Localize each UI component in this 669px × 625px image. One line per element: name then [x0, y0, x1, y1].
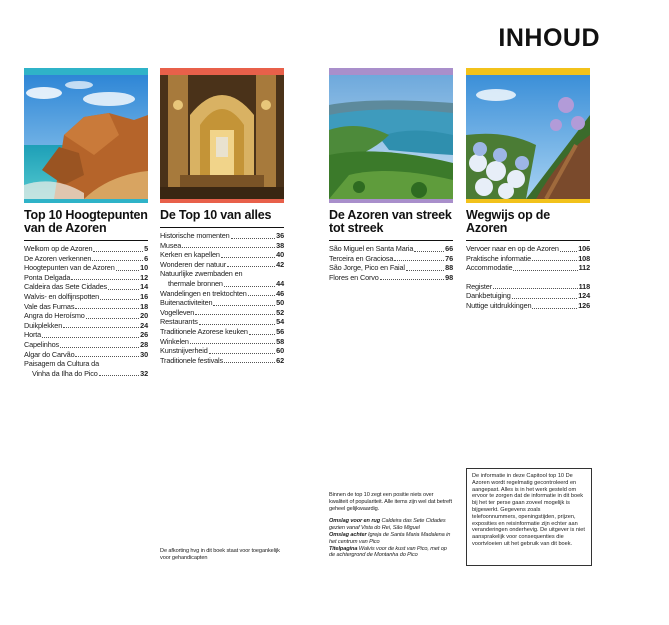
toc-entry-label: Algar do Carvão	[24, 349, 75, 359]
toc-entry-label: Buitenactiviteiten	[160, 298, 213, 308]
dot-leader	[249, 334, 275, 335]
toc-entry	[160, 269, 284, 288]
divider	[24, 240, 148, 241]
dot-leader	[213, 305, 275, 306]
dot-leader	[75, 308, 139, 309]
toc-entry	[24, 359, 148, 378]
toc-entry	[24, 302, 148, 312]
section-heading: Top 10 Hoogtepunten van de Azoren	[24, 208, 148, 235]
toc-column-highlights	[24, 68, 148, 378]
dot-leader	[71, 279, 139, 280]
toc-entry	[160, 231, 284, 241]
toc-entry-page: 36	[276, 231, 284, 240]
toc-entry-page: 26	[140, 330, 148, 340]
toc-entry	[160, 356, 284, 366]
toc-entry-label: São Miguel en Santa Maria	[329, 244, 414, 253]
toc-column-practical	[466, 68, 590, 311]
toc-entry-label: Angra do Heroísmo	[24, 311, 85, 321]
toc-entry-label: Historische momenten	[160, 231, 230, 240]
toc-entry	[24, 254, 148, 264]
toc-entry	[24, 244, 148, 254]
toc-entry	[160, 308, 284, 318]
toc-entry-page: 28	[140, 339, 148, 349]
toc-entry-page: 106	[578, 244, 590, 253]
toc-entry-label: Ponta Delgada	[24, 272, 71, 282]
toc-entry	[329, 263, 453, 273]
dot-leader	[190, 343, 275, 344]
toc-list	[160, 231, 284, 365]
toc-entry-label: Terceira en Graciosa	[329, 253, 394, 263]
dot-leader	[209, 353, 276, 354]
toc-entry-label: Wonderen der natuur	[160, 259, 226, 269]
toc-entry-page: 108	[578, 253, 590, 263]
crater-lake-photo	[329, 75, 453, 199]
toc-entry	[466, 263, 590, 273]
toc-entry-label: Winkelen	[160, 336, 189, 346]
dot-leader	[380, 279, 445, 280]
toc-entry-page: 76	[445, 253, 453, 263]
toc-entry-label: Vale das Furnas	[24, 301, 75, 311]
toc-entry-page: 118	[578, 281, 590, 291]
color-bar	[466, 199, 590, 203]
toc-entry	[24, 292, 148, 302]
toc-entry-page: 30	[140, 349, 148, 359]
dot-leader	[221, 257, 275, 258]
toc-entry-label: Paisagem da Cultura da	[24, 359, 99, 369]
dot-leader	[42, 337, 139, 338]
toc-entry	[160, 289, 284, 299]
toc-entry-page: 16	[140, 291, 148, 301]
dot-leader	[532, 308, 577, 309]
toc-column-top10	[160, 68, 284, 365]
dot-leader	[63, 327, 139, 328]
dot-leader	[512, 298, 578, 299]
toc-entry	[160, 260, 284, 270]
dot-leader	[116, 270, 140, 271]
toc-entry-page: 50	[276, 298, 284, 308]
toc-entry-page: 60	[276, 346, 284, 356]
dot-leader	[231, 238, 276, 239]
toc-entry-label: Vinha da Ilha do Pico	[32, 368, 98, 378]
section-heading: Wegwijs op de Azoren	[466, 208, 550, 235]
dot-leader	[414, 251, 444, 252]
dot-leader	[493, 288, 578, 289]
toc-entry	[160, 250, 284, 260]
cover-back-credit: Omslag achter Igreja de Santa Maria Madalena in het centrum van Pico	[329, 531, 451, 545]
toc-column-regions	[329, 68, 453, 282]
toc-entry-page: 58	[276, 336, 284, 346]
dot-leader	[108, 289, 139, 290]
toc-entry	[466, 254, 590, 264]
toc-entry	[329, 244, 453, 254]
toc-entry	[466, 282, 590, 292]
toc-entry-label: Horta	[24, 330, 42, 340]
toc-entry	[24, 263, 148, 273]
coastal-cliffs-photo	[24, 75, 148, 199]
divider	[329, 240, 453, 241]
toc-entry	[24, 273, 148, 283]
toc-entry-page: 46	[276, 288, 284, 298]
toc-entry-label: Praktische informatie	[466, 253, 531, 263]
toc-entry-line	[24, 369, 148, 379]
toc-entry-label: Traditionele Azorese keuken	[160, 326, 248, 336]
toc-entry-label: Welkom op de Azoren	[24, 244, 93, 253]
toc-list	[466, 244, 590, 311]
toc-entry	[24, 340, 148, 350]
dot-leader	[532, 260, 577, 261]
toc-entry	[24, 330, 148, 340]
toc-entry	[160, 346, 284, 356]
toc-entry-line	[160, 279, 284, 289]
toc-entry-page: 44	[276, 278, 284, 288]
toc-entry	[160, 327, 284, 337]
toc-entry	[24, 321, 148, 331]
section-heading: De Top 10 van alles	[160, 208, 272, 222]
color-bar	[24, 199, 148, 203]
church-interior-photo	[160, 75, 284, 199]
toc-entry-label: thermale bronnen	[168, 278, 223, 288]
toc-entry-label: Register	[466, 281, 492, 291]
color-bar	[466, 68, 590, 75]
ranking-note: Binnen de top 10 zegt een positie niets over kwaliteit of populariteit. Alle items zijn wel dat betreft geheel gelijkwaardig.	[329, 492, 452, 512]
toc-list	[329, 244, 453, 282]
hydrangea-path-photo	[466, 75, 590, 199]
toc-entry	[329, 273, 453, 283]
toc-entry-page: 52	[276, 307, 284, 317]
dot-leader	[99, 375, 139, 376]
toc-entry-page: 38	[276, 240, 284, 250]
dot-leader	[224, 362, 275, 363]
toc-entry-label: Musea	[160, 240, 182, 250]
dot-leader	[394, 260, 444, 261]
dot-leader	[182, 247, 275, 248]
disclaimer-box: De informatie in deze Capitool top 10 De Azoren wordt regelmatig gecontroleerd en aangepast. Alles is in het werk gesteld om ervoor te zorgen dat de informatie in dit boek bij het ter perse gaan zoveel mogelijk is bijgewerkt. Gegevens zoals telefoonnummers, openingstijden, prijzen, exposities en reisinformatie zijn echter aan veranderingen onderhevig. De uitgever is niet aansprakelijk voor consequenties die voortvloeien uit het gebruik van dit boek.	[466, 468, 592, 566]
dot-leader	[513, 270, 577, 271]
dot-leader	[406, 270, 444, 271]
toc-entry	[466, 244, 590, 254]
toc-entry-label: Nuttige uitdrukkingen	[466, 300, 532, 310]
toc-entry-label: Restaurants	[160, 317, 198, 327]
toc-entry	[466, 291, 590, 301]
toc-entry	[24, 311, 148, 321]
dot-leader	[199, 324, 275, 325]
dot-leader	[195, 314, 275, 315]
toc-entry-page: 54	[276, 317, 284, 327]
toc-entry-page: 24	[140, 320, 148, 330]
dot-leader	[92, 260, 143, 261]
page-title: INHOUD	[498, 24, 600, 52]
dot-leader	[560, 251, 578, 252]
toc-entry	[160, 337, 284, 347]
toc-entry-label: Vogelleven	[160, 307, 195, 317]
toc-entry-page: 40	[276, 250, 284, 260]
toc-entry-label: Natuurlijke zwembaden en	[160, 269, 243, 279]
toc-entry	[160, 317, 284, 327]
toc-entry	[24, 350, 148, 360]
toc-entry	[329, 254, 453, 264]
toc-entry-page: 5	[144, 244, 148, 253]
dot-leader	[100, 299, 139, 300]
toc-entry-label: Kerken en kapellen	[160, 250, 220, 260]
color-bar	[160, 199, 284, 203]
divider	[160, 227, 284, 228]
toc-entry	[24, 282, 148, 292]
toc-entry-page: 20	[140, 311, 148, 321]
toc-entry-page: 62	[276, 355, 284, 365]
toc-entry-page: 126	[578, 300, 590, 310]
color-bar	[24, 68, 148, 75]
credits-note	[329, 492, 453, 559]
toc-entry-label: Vervoer naar en op de Azoren	[466, 244, 559, 253]
dot-leader	[248, 295, 275, 296]
toc-entry-label: Duikplekken	[24, 320, 63, 330]
toc-entry-label: Flores en Corvo	[329, 272, 379, 282]
toc-entry-label: Capelinhos	[24, 339, 60, 349]
toc-entry-page: 88	[445, 263, 453, 273]
toc-entry-label: Traditionele festivals	[160, 355, 223, 365]
toc-entry-page: 112	[578, 263, 590, 273]
toc-entry-label: São Jorge, Pico en Faial	[329, 263, 405, 273]
toc-entry-label: De Azoren verkennen	[24, 253, 92, 263]
color-bar	[329, 199, 453, 203]
dot-leader	[60, 347, 139, 348]
accessibility-note: De afkorting hvg in dit boek staat voor toegankelijk voor gehandicapten	[160, 548, 280, 561]
dot-leader	[86, 318, 139, 319]
toc-entry-label: Caldeira das Sete Cidades	[24, 282, 108, 292]
cover-front-credit: Omslag voor en rug Caldeira das Sete Cidades gezien vanaf Vista do Rei, São Miguel	[329, 518, 446, 532]
toc-entry-label: Hoogtepunten van de Azoren	[24, 263, 115, 273]
dot-leader	[224, 286, 275, 287]
toc-entry-page: 32	[140, 368, 148, 378]
toc-entry-label: Kunstnijverheid	[160, 346, 208, 356]
toc-gap	[466, 273, 590, 282]
toc-entry-label: Dankbetuiging	[466, 291, 511, 301]
toc-entry-page: 124	[578, 291, 590, 301]
toc-entry-label: Wandelingen en trektochten	[160, 288, 247, 298]
dot-leader	[75, 356, 139, 357]
title-page-credit: Titelpagina Walvis voor de kust van Pico, met op de achtergrond de Montanha do Pico	[329, 545, 447, 559]
color-bar	[160, 68, 284, 75]
toc-entry-page: 6	[144, 253, 148, 263]
toc-entry	[466, 301, 590, 311]
divider	[466, 240, 590, 241]
toc-entry	[160, 241, 284, 251]
toc-entry-page: 12	[140, 272, 148, 282]
color-bar	[329, 68, 453, 75]
toc-entry-label: Walvis- en dolfijnspotten	[24, 291, 100, 301]
toc-entry-label: Accommodatie	[466, 263, 513, 273]
dot-leader	[93, 251, 143, 252]
toc-entry-page: 18	[140, 301, 148, 311]
toc-entry-page: 56	[276, 326, 284, 336]
toc-entry-page: 14	[140, 282, 148, 292]
toc-entry-page: 10	[140, 263, 148, 273]
toc-entry	[160, 298, 284, 308]
toc-entry-page: 42	[276, 259, 284, 269]
section-heading: De Azoren van streek tot streek	[329, 208, 452, 235]
dot-leader	[227, 266, 275, 267]
toc-entry-page: 66	[445, 244, 453, 253]
toc-entry-page: 98	[445, 272, 453, 282]
toc-list	[24, 244, 148, 378]
